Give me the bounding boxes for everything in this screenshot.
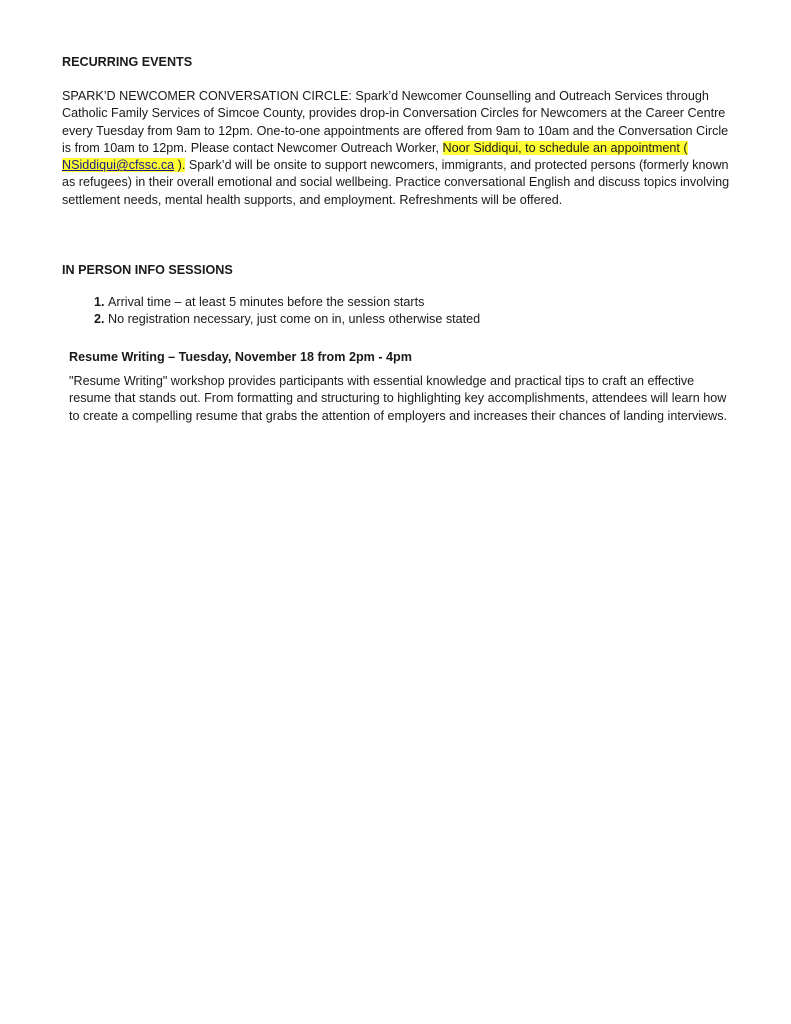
info-sessions-list xyxy=(62,294,734,329)
session-description: "Resume Writing" workshop provides participants with essential knowledge and practical tips to craft an effective resume that stands out. From formatting and structuring to highlighting key accomplishments, attendees will learn how to create a compelling resume that grabs the attention of employers and increases their chances of landing interviews. xyxy=(69,373,728,423)
list-item: 1. Arrival time – at least 5 minutes before the session starts xyxy=(108,294,734,311)
highlight-text: Noor Siddiqui, to schedule an appointment ( xyxy=(442,140,688,155)
conversation-circle-paragraph xyxy=(62,88,734,209)
resume-writing-session xyxy=(69,349,734,425)
info-sessions-heading: IN PERSON INFO SESSIONS xyxy=(62,263,233,278)
highlight-close: ). xyxy=(174,158,186,173)
document-page xyxy=(62,54,734,425)
recurring-events-heading: RECURRING EVENTS xyxy=(62,55,193,69)
session-title: Resume Writing – Tuesday, November 18 from 2pm - 4pm xyxy=(69,349,412,364)
paragraph-text-before: SPARK’D NEWCOMER CONVERSATION CIRCLE: Spark’d Newcomer Counselling and Outreach Services through Catholic Family Services of Simcoe County, provides drop-in Conversation Circles for Newcomers at the Career Centre every Tuesday from 9am to 12pm. One-to-one appointments are offered from 9am to 10am and the Conversation Circle is from 10am to 12pm. Please contact Newcomer Outreach Worker, xyxy=(62,89,729,155)
email-link[interactable]: NSiddiqui@cfssc.ca xyxy=(62,158,175,173)
list-item: 2. No registration necessary, just come on in, unless otherwise stated xyxy=(108,311,734,328)
paragraph-text-after: Spark’d will be onsite to support newcomers, immigrants, and protected persons (formerly known as refugees) in their overall emotional and social wellbeing. Practice conversational English and discuss topics involving settlement needs, mental health supports, and employment. Refreshments will be offered. xyxy=(62,158,730,207)
